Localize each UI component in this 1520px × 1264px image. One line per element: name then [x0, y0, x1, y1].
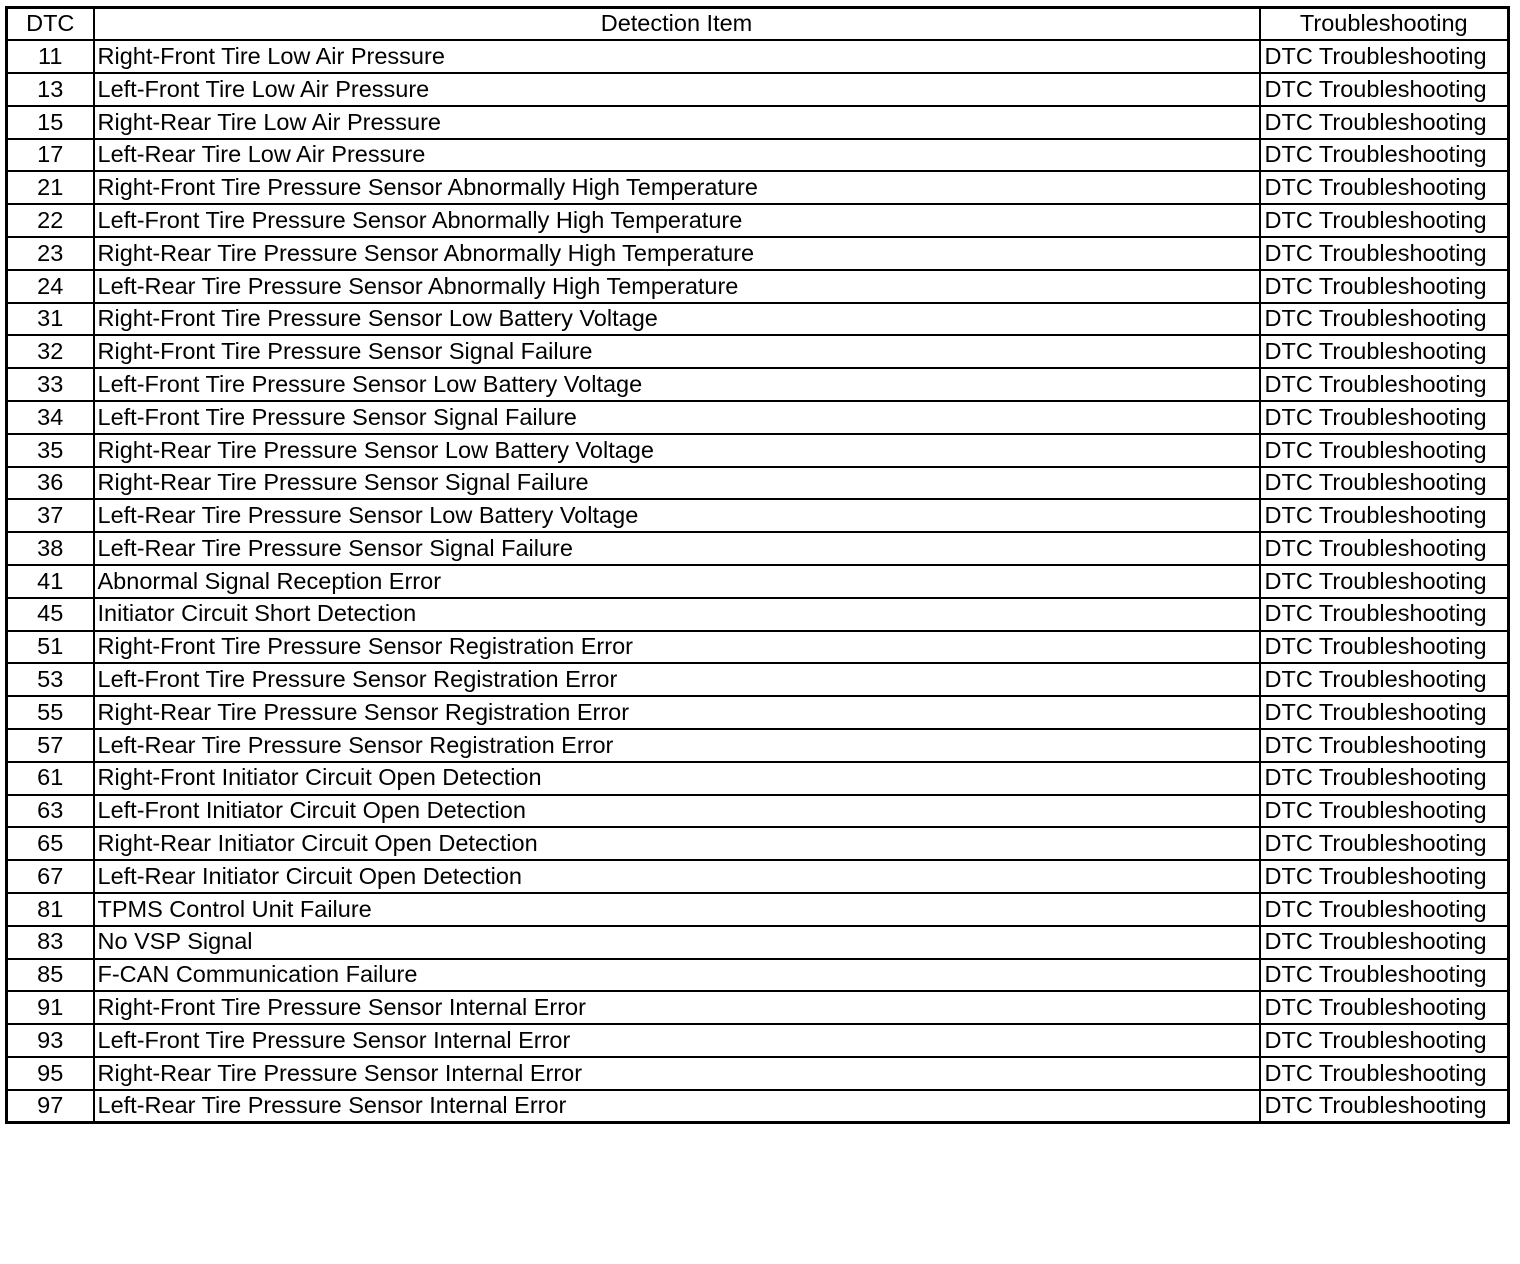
dtc-code: 91 — [7, 991, 94, 1024]
troubleshooting-link[interactable]: DTC Troubleshooting — [1260, 368, 1509, 401]
table-row — [7, 171, 1509, 204]
table-row — [7, 139, 1509, 172]
detection-item: Left-Rear Tire Pressure Sensor Low Battery Voltage — [94, 499, 1260, 532]
detection-item: Initiator Circuit Short Detection — [94, 598, 1260, 631]
table-row — [7, 663, 1509, 696]
detection-item: Right-Front Tire Pressure Sensor Low Battery Voltage — [94, 303, 1260, 336]
troubleshooting-link[interactable]: DTC Troubleshooting — [1260, 663, 1509, 696]
detection-item: Left-Rear Tire Low Air Pressure — [94, 139, 1260, 172]
troubleshooting-link[interactable]: DTC Troubleshooting — [1260, 401, 1509, 434]
troubleshooting-link[interactable]: DTC Troubleshooting — [1260, 499, 1509, 532]
troubleshooting-link[interactable]: DTC Troubleshooting — [1260, 40, 1509, 73]
detection-item: Right-Rear Initiator Circuit Open Detection — [94, 827, 1260, 860]
table-row — [7, 1057, 1509, 1090]
table-row — [7, 926, 1509, 959]
table-row — [7, 73, 1509, 106]
dtc-code: 61 — [7, 762, 94, 795]
table-row — [7, 565, 1509, 598]
troubleshooting-link[interactable]: DTC Troubleshooting — [1260, 565, 1509, 598]
detection-item: Left-Rear Tire Pressure Sensor Internal Error — [94, 1090, 1260, 1123]
troubleshooting-link[interactable]: DTC Troubleshooting — [1260, 696, 1509, 729]
table-row — [7, 532, 1509, 565]
detection-item: Right-Front Tire Pressure Sensor Internal Error — [94, 991, 1260, 1024]
troubleshooting-link[interactable]: DTC Troubleshooting — [1260, 434, 1509, 467]
troubleshooting-link[interactable]: DTC Troubleshooting — [1260, 762, 1509, 795]
detection-item: Right-Front Tire Low Air Pressure — [94, 40, 1260, 73]
table-row — [7, 401, 1509, 434]
detection-item: Right-Front Tire Pressure Sensor Abnormally High Temperature — [94, 171, 1260, 204]
table-header — [7, 8, 1509, 41]
table-row — [7, 893, 1509, 926]
troubleshooting-link[interactable]: DTC Troubleshooting — [1260, 467, 1509, 500]
troubleshooting-link[interactable]: DTC Troubleshooting — [1260, 237, 1509, 270]
dtc-code: 97 — [7, 1090, 94, 1123]
troubleshooting-link[interactable]: DTC Troubleshooting — [1260, 860, 1509, 893]
detection-item: Left-Front Tire Pressure Sensor Low Battery Voltage — [94, 368, 1260, 401]
dtc-code: 51 — [7, 631, 94, 664]
detection-item: Left-Front Tire Pressure Sensor Internal Error — [94, 1024, 1260, 1057]
troubleshooting-link[interactable]: DTC Troubleshooting — [1260, 204, 1509, 237]
table-row — [7, 270, 1509, 303]
detection-item: Left-Rear Tire Pressure Sensor Registration Error — [94, 729, 1260, 762]
table-row — [7, 860, 1509, 893]
troubleshooting-link[interactable]: DTC Troubleshooting — [1260, 106, 1509, 139]
dtc-code: 31 — [7, 303, 94, 336]
header-troubleshooting: Troubleshooting — [1260, 8, 1509, 41]
troubleshooting-link[interactable]: DTC Troubleshooting — [1260, 631, 1509, 664]
table-row — [7, 434, 1509, 467]
table-row — [7, 696, 1509, 729]
detection-item: Left-Front Tire Pressure Sensor Abnormally High Temperature — [94, 204, 1260, 237]
dtc-code: 11 — [7, 40, 94, 73]
table-row — [7, 303, 1509, 336]
table-row — [7, 40, 1509, 73]
dtc-code: 33 — [7, 368, 94, 401]
dtc-code: 21 — [7, 171, 94, 204]
detection-item: Right-Rear Tire Pressure Sensor Registration Error — [94, 696, 1260, 729]
detection-item: Right-Rear Tire Pressure Sensor Abnormally High Temperature — [94, 237, 1260, 270]
detection-item: F-CAN Communication Failure — [94, 959, 1260, 992]
dtc-code: 36 — [7, 467, 94, 500]
detection-item: Right-Rear Tire Pressure Sensor Signal Failure — [94, 467, 1260, 500]
detection-item: Left-Rear Tire Pressure Sensor Signal Failure — [94, 532, 1260, 565]
detection-item: Abnormal Signal Reception Error — [94, 565, 1260, 598]
troubleshooting-link[interactable]: DTC Troubleshooting — [1260, 1057, 1509, 1090]
detection-item: Right-Front Tire Pressure Sensor Registration Error — [94, 631, 1260, 664]
dtc-code: 85 — [7, 959, 94, 992]
dtc-code: 41 — [7, 565, 94, 598]
troubleshooting-link[interactable]: DTC Troubleshooting — [1260, 729, 1509, 762]
dtc-code: 32 — [7, 335, 94, 368]
troubleshooting-link[interactable]: DTC Troubleshooting — [1260, 303, 1509, 336]
dtc-code: 65 — [7, 827, 94, 860]
dtc-code: 35 — [7, 434, 94, 467]
troubleshooting-link[interactable]: DTC Troubleshooting — [1260, 73, 1509, 106]
troubleshooting-link[interactable]: DTC Troubleshooting — [1260, 598, 1509, 631]
table-row — [7, 467, 1509, 500]
dtc-code: 37 — [7, 499, 94, 532]
detection-item: No VSP Signal — [94, 926, 1260, 959]
troubleshooting-link[interactable]: DTC Troubleshooting — [1260, 959, 1509, 992]
detection-item: Left-Front Initiator Circuit Open Detection — [94, 795, 1260, 828]
dtc-code: 53 — [7, 663, 94, 696]
dtc-code: 57 — [7, 729, 94, 762]
table-row — [7, 106, 1509, 139]
dtc-code: 13 — [7, 73, 94, 106]
table-row — [7, 598, 1509, 631]
detection-item: Left-Front Tire Pressure Sensor Signal Failure — [94, 401, 1260, 434]
table-row — [7, 237, 1509, 270]
table-row — [7, 368, 1509, 401]
dtc-code: 81 — [7, 893, 94, 926]
dtc-code: 83 — [7, 926, 94, 959]
troubleshooting-link[interactable]: DTC Troubleshooting — [1260, 1024, 1509, 1057]
table-row — [7, 827, 1509, 860]
table-row — [7, 335, 1509, 368]
table-row — [7, 959, 1509, 992]
detection-item: Left-Front Tire Pressure Sensor Registration Error — [94, 663, 1260, 696]
troubleshooting-link[interactable]: DTC Troubleshooting — [1260, 991, 1509, 1024]
table-row — [7, 762, 1509, 795]
dtc-code: 22 — [7, 204, 94, 237]
table-body — [7, 40, 1509, 1122]
troubleshooting-link[interactable]: DTC Troubleshooting — [1260, 171, 1509, 204]
dtc-code: 45 — [7, 598, 94, 631]
troubleshooting-link[interactable]: DTC Troubleshooting — [1260, 139, 1509, 172]
troubleshooting-link[interactable]: DTC Troubleshooting — [1260, 795, 1509, 828]
header-detection-item: Detection Item — [94, 8, 1260, 41]
dtc-code: 67 — [7, 860, 94, 893]
detection-item: Left-Front Tire Low Air Pressure — [94, 73, 1260, 106]
detection-item: TPMS Control Unit Failure — [94, 893, 1260, 926]
dtc-code: 24 — [7, 270, 94, 303]
dtc-code: 93 — [7, 1024, 94, 1057]
table-row — [7, 1024, 1509, 1057]
detection-item: Right-Rear Tire Pressure Sensor Low Battery Voltage — [94, 434, 1260, 467]
table-row — [7, 729, 1509, 762]
troubleshooting-link[interactable]: DTC Troubleshooting — [1260, 270, 1509, 303]
dtc-code: 38 — [7, 532, 94, 565]
detection-item: Left-Rear Tire Pressure Sensor Abnormally High Temperature — [94, 270, 1260, 303]
dtc-code: 95 — [7, 1057, 94, 1090]
detection-item: Right-Rear Tire Low Air Pressure — [94, 106, 1260, 139]
table-row — [7, 204, 1509, 237]
table-row — [7, 1090, 1509, 1123]
dtc-code: 23 — [7, 237, 94, 270]
dtc-table — [5, 6, 1510, 1124]
troubleshooting-link[interactable]: DTC Troubleshooting — [1260, 532, 1509, 565]
troubleshooting-link[interactable]: DTC Troubleshooting — [1260, 1090, 1509, 1123]
dtc-code: 55 — [7, 696, 94, 729]
table-row — [7, 991, 1509, 1024]
detection-item: Left-Rear Initiator Circuit Open Detection — [94, 860, 1260, 893]
table-row — [7, 631, 1509, 664]
dtc-code: 17 — [7, 139, 94, 172]
troubleshooting-link[interactable]: DTC Troubleshooting — [1260, 926, 1509, 959]
dtc-code: 15 — [7, 106, 94, 139]
detection-item: Right-Front Tire Pressure Sensor Signal Failure — [94, 335, 1260, 368]
detection-item: Right-Front Initiator Circuit Open Detection — [94, 762, 1260, 795]
detection-item: Right-Rear Tire Pressure Sensor Internal Error — [94, 1057, 1260, 1090]
table-row — [7, 795, 1509, 828]
dtc-code: 63 — [7, 795, 94, 828]
troubleshooting-link[interactable]: DTC Troubleshooting — [1260, 827, 1509, 860]
troubleshooting-link[interactable]: DTC Troubleshooting — [1260, 893, 1509, 926]
table-row — [7, 499, 1509, 532]
header-dtc: DTC — [7, 8, 94, 41]
dtc-code: 34 — [7, 401, 94, 434]
troubleshooting-link[interactable]: DTC Troubleshooting — [1260, 335, 1509, 368]
header-row — [7, 8, 1509, 41]
